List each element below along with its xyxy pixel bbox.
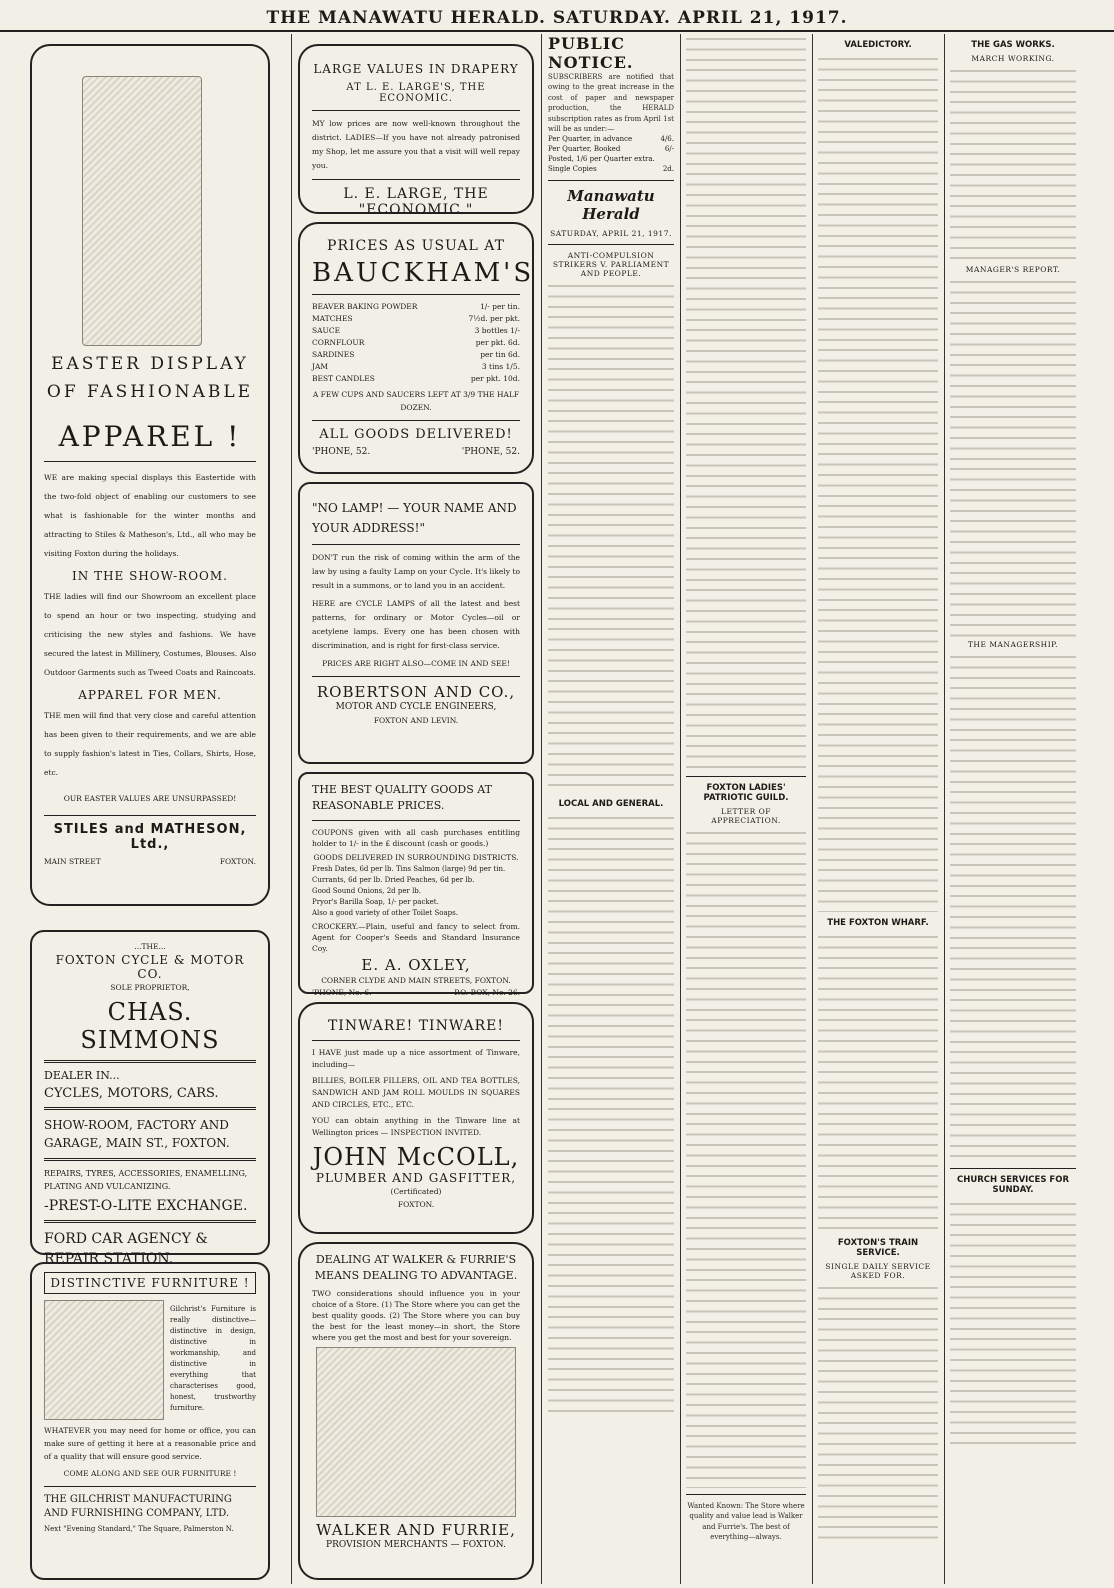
firm-name: STILES and MATHESON, Ltd., [53,822,247,852]
gilchrist-come: COME ALONG AND SEE OUR FURNITURE ! [63,1469,237,1478]
robertson-p2: HERE are CYCLE LAMPS of all the latest and best patterns, for ordinary or Motor Cycles—oil or acetylene lamps. Every one has been chosen with discrimination, and is right for first-class service. [312,599,520,650]
price-line: Fresh Dates, 6d per lb. Tins Salmon (large) 9d per tin. [312,865,506,873]
rate-term: Per Quarter, in advance [548,135,633,144]
walker-name: WALKER AND FURRIE, [316,1521,516,1539]
large-body: MY low prices are now well-known throughout the district. LADIES—If you have not already patronised my Shop, let me assure you that a visit will well repay you. [312,119,520,170]
rate-price: 6/- [664,145,674,154]
item-price: 1/- per tin. [479,302,520,311]
march-subheading: MARCH WORKING. [971,54,1055,63]
price-line: Also a good variety of other Toilet Soaps. [312,909,458,917]
body-text-block [950,652,1076,1162]
anti-heading: ANTI-COMPULSION STRIKERS V. PARLIAMENT AND PEOPLE. [552,251,670,279]
rate-price: 2d. [662,165,674,174]
walker-body: TWO considerations should influence you in your choice of a Store. (1) The Store where you can get the best quality goods. (2) The Store where you can buy the best for the least money—in short, the Store where you get the most and best for your sovereign. [312,1289,520,1342]
item-name: MATCHES [312,314,353,323]
item-price: 3 bottles 1/- [474,326,520,335]
body-text-block [548,813,674,1413]
rate-row [548,164,674,174]
company-name: FOXTON CYCLE & MOTOR CO. [55,953,245,981]
price-row [312,373,520,385]
price-line: Currants, 6d per lb. Dried Peaches, 6d per lb. [312,876,475,884]
mccoll-cert: (Certificated) [390,1187,442,1196]
body-text-block [818,932,938,1232]
item-name: JAM [312,362,329,371]
valedictory-heading: VALEDICTORY. [844,40,912,50]
headline: EASTER DISPLAY [51,354,249,374]
body-text-block [818,54,938,912]
column-rule [291,34,292,1584]
price-row [312,349,520,361]
price-row [312,325,520,337]
man-illustration [316,1347,516,1517]
robertson-p1: DON'T run the risk of coming within the arm of the law by using a faulty Lamp on your Cycle. It's likely to result in a summons, or to land you in an accident. [312,553,520,590]
prop-label: SOLE PROPRIETOR, [110,983,190,992]
price-list [312,301,520,385]
item-price: per pkt. 10d. [470,374,520,383]
item-price: 3 tins 1/5. [481,362,520,371]
guild-heading: FOXTON LADIES' PATRIOTIC GUILD. [703,783,789,803]
walker-title: DEALING AT WALKER & FURRIE'S MEANS DEALING TO ADVANTAGE. [314,1253,518,1282]
bauckham-name: BAUCKHAM'S [312,258,535,288]
oxley-delivered: GOODS DELIVERED IN SURROUNDING DISTRICTS. [313,853,519,862]
cups-line: A FEW CUPS AND SAUCERS LEFT AT 3/9 THE HALF DOZEN. [312,390,520,412]
gilchrist-address: Next "Evening Standard," The Square, Palmerston N. [44,1525,234,1533]
oxley-crockery: CROCKERY.—Plain, useful and fancy to select from. Agent for Cooper's Seeds and Standard Insurance Coy. [312,922,520,953]
rate-row [548,144,674,154]
street: MAIN STREET [44,857,101,866]
robertson-ad [298,482,534,764]
notice-body: SUBSCRIBERS are notified that owing to the great increase in the cost of paper and newspaper production, the HERALD subscription rates as from April 1st will be as under:— [548,73,674,134]
item-name: BEAVER BAKING POWDER [312,302,418,311]
delivered-line: ALL GOODS DELIVERED! [319,427,513,442]
item-name: BEST CANDLES [312,374,375,383]
paper-date: SATURDAY, APRIL 21, 1917. [550,229,672,239]
price-line: Pryor's Barilla Soap, 1/- per packet. [312,898,439,906]
showroom-text: THE ladies will find our Showroom an excellent place to spend an hour or two inspecting, studying and criticising the new styles and fashions. We have secured the latest in Millinery, Costumes, Blouses. Also Outdoor Garments such as Tweed Coats and Raincoats. [44,592,256,677]
proprietor-name: CHAS. SIMMONS [80,998,220,1054]
train-subheading: SINGLE DAILY SERVICE ASKED FOR. [825,1262,931,1280]
item-price: per tin 6d. [480,350,520,359]
tinware-title: TINWARE! TINWARE! [327,1018,505,1034]
managership-heading: THE MANAGERSHIP. [967,640,1059,649]
ford-agency: FORD CAR AGENCY & REPAIR STATION. [44,1231,208,1267]
oxley-address: CORNER CLYDE AND MAIN STREETS, FOXTON. [321,976,511,985]
body-text-block [548,281,674,793]
walker-trade: PROVISION MERCHANTS — FOXTON. [326,1540,506,1550]
gasworks-heading: THE GAS WORKS. [971,40,1055,50]
headline-apparel: APPAREL ! [58,420,242,453]
church-heading: CHURCH SERVICES FOR SUNDAY. [956,1175,1070,1195]
item-name: SARDINES [312,350,355,359]
robertson-title: "NO LAMP! — YOUR NAME AND YOUR ADDRESS!" [312,501,517,535]
oxley-ad [298,772,534,997]
body-text-block [950,66,1076,262]
oxley-box: P.O. BOX, No. 26. [454,988,520,997]
price-row [312,361,520,373]
dealer-label: DEALER IN... [44,1069,120,1082]
item-name: CORNFLOUR [312,338,365,347]
price-row [312,301,520,313]
item-price: per pkt. 6d. [475,338,520,347]
men-heading: APPAREL FOR MEN. [78,688,222,702]
mccoll-ad [298,1002,534,1234]
rate-term: Single Copies [548,165,597,174]
walker-furrie-ad [298,1242,534,1580]
men-text: THE men will find that very close and careful attention has been given to their requirements, and we are able to supply fashion's latest in Ties, Collars, Shirts, Hose, etc. [44,711,256,777]
phone-right: 'PHONE, 52. [461,447,520,457]
column-rule [812,34,813,1584]
robertson-trade: MOTOR AND CYCLE ENGINEERS, [335,702,497,712]
item-name: SAUCE [312,326,341,335]
rate-price: 4/6. [660,135,674,144]
item-price: 7½d. per pkt. [468,314,520,323]
paper-title: Manawatu Herald [567,187,655,224]
column-3 [548,34,674,1584]
oxley-price-lines [312,864,520,919]
mccoll-town: FOXTON. [397,1200,435,1209]
body-text-block [818,1283,938,1543]
the-label: ...THE... [134,942,166,951]
rate-table [548,134,674,174]
body-text-block [686,828,806,1488]
oxley-phone: 'PHONE, No. 6. [312,988,372,997]
phone-left: 'PHONE, 52. [312,447,371,457]
local-heading: LOCAL AND GENERAL. [558,799,664,810]
stiles-matheson-ad [30,44,270,906]
showroom-line: SHOW-ROOM, FACTORY AND GARAGE, MAIN ST., FOXTON. [44,1118,230,1150]
town: FOXTON. [219,857,256,866]
dealer-goods: CYCLES, MOTORS, CARS. [44,1086,219,1101]
gilchrist-firm: THE GILCHRIST MANUFACTURING AND FURNISHING COMPANY, LTD. [44,1494,232,1519]
headline: OF FASHIONABLE [46,382,254,402]
large-subtitle: AT L. E. LARGE'S, THE ECONOMIC. [346,82,486,104]
rate-term: Posted, 1/6 per Quarter extra. [548,155,655,164]
oxley-title: THE BEST QUALITY GOODS AT REASONABLE PRICES. [312,783,492,812]
rate-row [548,134,674,144]
gilchrist-body: WHATEVER you may need for home or office, you can make sure of getting it here at a reasonable price and of a quality that will ensure good service. [44,1426,256,1461]
rate-row [548,154,674,164]
large-title: LARGE VALUES IN DRAPERY [313,62,519,76]
column-6 [950,34,1076,1584]
column-4 [686,34,806,1584]
bauckham-top: PRICES AS USUAL AT [327,238,505,254]
column-rule [541,34,542,1584]
mccoll-p3: YOU can obtain anything in the Tinware line at Wellington prices — INSPECTION INVITED. [312,1116,520,1137]
large-signature: L. E. LARGE, THE "ECONOMIC." [343,186,489,218]
body-text-block [950,1199,1076,1449]
oxley-coupons: COUPONS given with all cash purchases entitling holder to 1/- in the £ discount (cash or goods.) [312,828,520,848]
rate-term: Per Quarter, Booked [548,145,621,154]
mccoll-p2: BILLIES, BOILER FILLERS, OIL AND TEA BOTTLES, SANDWICH AND JAM ROLL MOULDS IN SQUARES AND CIRCLES, ETC., ETC. [312,1076,520,1109]
large-ad [298,44,534,218]
gilchrist-ad [30,1262,270,1580]
prest-o-lite: -PREST-O-LITE EXCHANGE. [44,1198,248,1214]
wanted-known: Wanted Known: The Store where quality and value lead is Walker and Furrie's. The best of everything—always. [687,1502,805,1542]
notice-title: PUBLIC NOTICE. [548,34,634,72]
price-row [312,337,520,349]
price-line: Good Sound Onions, 2d per lb. [312,887,422,895]
gilchrist-side-text: Gilchrist's Furniture is really distinctive—distinctive in design, distinctive in workmanship, and distinctive in everything that characterises good, honest, trustworthy furniture. [170,1305,256,1412]
showroom-heading: IN THE SHOW-ROOM. [72,569,228,583]
mccoll-name: JOHN McCOLL, [312,1143,520,1171]
managers-report-heading: MANAGER'S REPORT. [965,265,1061,274]
oxley-name: E. A. OXLEY, [361,956,471,974]
body-text-block [950,277,1076,637]
column-5 [818,34,938,1584]
gilchrist-title: DISTINCTIVE FURNITURE ! [44,1272,256,1294]
wharf-heading: THE FOXTON WHARF. [827,918,929,928]
simmons-ad [30,930,270,1267]
guild-subheading: LETTER OF APPRECIATION. [711,807,781,825]
column-rule [944,34,945,1584]
robertson-towns: FOXTON AND LEVIN. [373,716,459,725]
body-text-block [686,34,806,770]
masthead: THE MANAWATU HERALD. SATURDAY. APRIL 21, 1917. [0,0,1114,32]
column-rule [680,34,681,1584]
train-heading: FOXTON'S TRAIN SERVICE. [837,1238,919,1258]
fashion-illustration [82,76,202,346]
price-row [312,313,520,325]
values-line: OUR EASTER VALUES ARE UNSURPASSED! [63,794,237,803]
furniture-illustration [44,1300,164,1420]
intro-text: WE are making special displays this Eastertide with the two-fold object of enabling our customers to see what is fashionable for the winter months and attracting to Stiles & Matheson's, Ltd., all who may be visiting Foxton during the holidays. [44,473,256,558]
mccoll-p1: I HAVE just made up a nice assortment of Tinware, including— [312,1048,520,1069]
robertson-firm: ROBERTSON AND CO., [316,683,516,701]
repairs-line: REPAIRS, TYRES, ACCESSORIES, ENAMELLING, PLATING AND VULCANIZING. [44,1169,248,1191]
bauckham-ad [298,222,534,474]
robertson-prices: PRICES ARE RIGHT ALSO—COME IN AND SEE! [322,659,510,668]
mccoll-trade: PLUMBER AND GASFITTER, [315,1171,517,1185]
